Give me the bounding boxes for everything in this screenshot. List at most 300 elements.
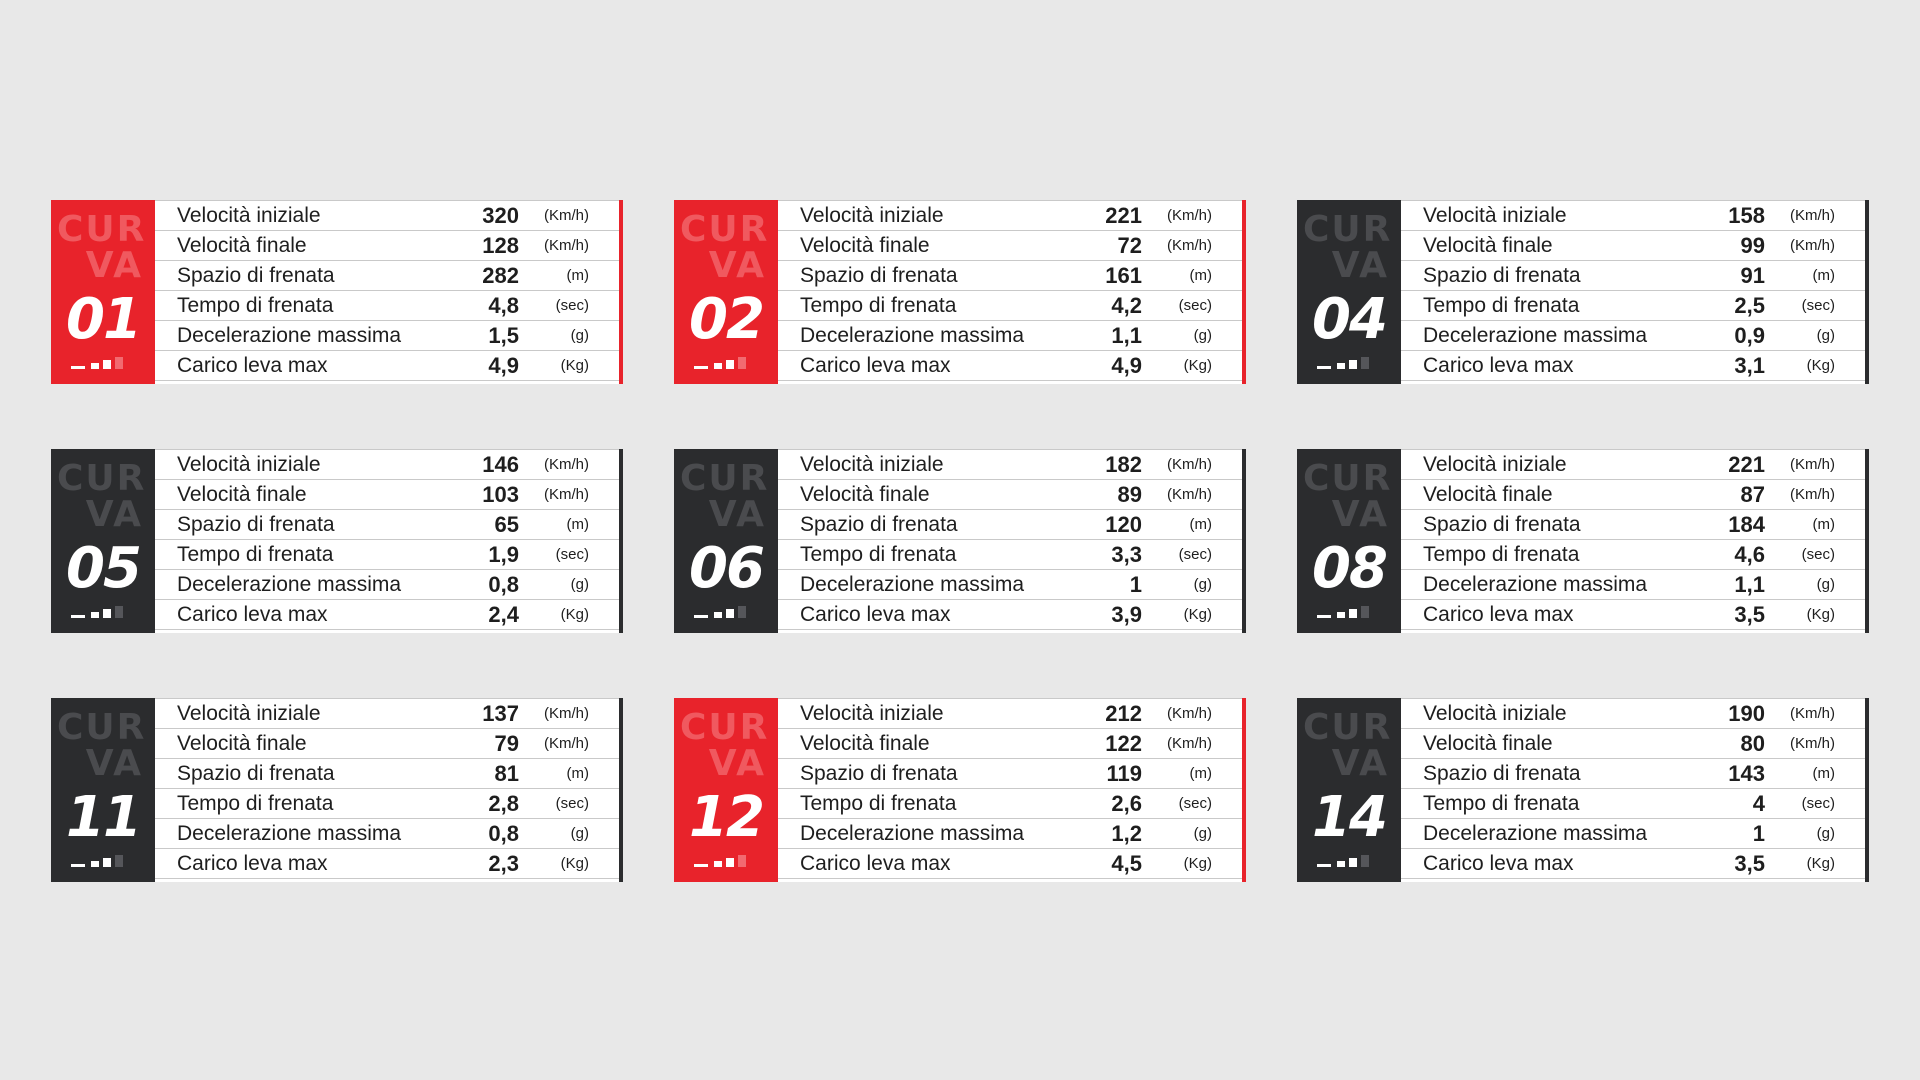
stat-value: 137 bbox=[482, 700, 519, 726]
stat-unit: (Kg) bbox=[560, 606, 589, 623]
curva-card-04 bbox=[1297, 200, 1869, 384]
stat-label: Spazio di frenata bbox=[177, 512, 335, 536]
stats-row bbox=[155, 291, 619, 321]
signal-bar bbox=[694, 615, 708, 618]
stats-row bbox=[155, 200, 619, 231]
stat-value: 72 bbox=[1117, 232, 1142, 258]
stat-value: 3,5 bbox=[1734, 601, 1765, 627]
signal-bars-icon bbox=[1317, 854, 1381, 868]
curva-label-line-1: CUR bbox=[1303, 707, 1393, 748]
stat-unit: (sec) bbox=[555, 546, 589, 563]
signal-bar bbox=[1361, 606, 1369, 618]
stat-unit: (m) bbox=[1189, 516, 1212, 533]
stat-value: 89 bbox=[1117, 481, 1142, 507]
stats-row bbox=[155, 351, 619, 381]
curva-badge bbox=[51, 449, 155, 633]
stat-value: 2,6 bbox=[1111, 790, 1142, 816]
curva-card-02 bbox=[674, 200, 1246, 384]
curva-label bbox=[57, 458, 147, 535]
stats-row bbox=[1401, 200, 1865, 231]
stats-row bbox=[778, 510, 1242, 540]
stat-unit: (Km/h) bbox=[544, 237, 589, 254]
stat-unit: (Kg) bbox=[1806, 606, 1835, 623]
stat-value: 2,4 bbox=[488, 601, 519, 627]
stat-unit: (m) bbox=[1189, 765, 1212, 782]
signal-bar bbox=[738, 357, 746, 369]
stat-label: Velocità finale bbox=[800, 233, 930, 257]
stats-row bbox=[1401, 351, 1865, 381]
stat-label: Decelerazione massima bbox=[1423, 572, 1648, 596]
stat-unit: (Km/h) bbox=[544, 456, 589, 473]
signal-bars-icon bbox=[1317, 356, 1381, 370]
signal-bar bbox=[103, 360, 111, 369]
signal-bar bbox=[726, 360, 734, 369]
stat-value: 212 bbox=[1105, 700, 1142, 726]
curva-label bbox=[1303, 209, 1393, 286]
stat-label: Velocità finale bbox=[1423, 482, 1553, 506]
accent-bar bbox=[1242, 698, 1246, 882]
stat-unit: (g) bbox=[1816, 327, 1835, 344]
stat-label: Velocità iniziale bbox=[1423, 701, 1567, 725]
stats-table bbox=[778, 200, 1242, 384]
stat-label: Spazio di frenata bbox=[1423, 263, 1581, 287]
stat-unit: (Km/h) bbox=[1167, 207, 1212, 224]
signal-bars-icon bbox=[71, 356, 135, 370]
stat-unit: (m) bbox=[1812, 267, 1835, 284]
stat-label: Tempo di frenata bbox=[800, 791, 957, 815]
curva-card-05 bbox=[51, 449, 623, 633]
stats-row bbox=[155, 510, 619, 540]
signal-bar bbox=[1317, 615, 1331, 618]
stat-unit: (Kg) bbox=[1806, 855, 1835, 872]
stat-label: Spazio di frenata bbox=[177, 761, 335, 785]
signal-bar bbox=[91, 612, 99, 618]
curva-card-08 bbox=[1297, 449, 1869, 633]
curva-number: 02 bbox=[689, 287, 763, 352]
stats-row bbox=[1401, 759, 1865, 789]
stat-value: 120 bbox=[1105, 511, 1142, 537]
stat-unit: (Km/h) bbox=[544, 705, 589, 722]
signal-bar bbox=[714, 861, 722, 867]
stat-value: 3,3 bbox=[1111, 541, 1142, 567]
stat-value: 81 bbox=[494, 760, 519, 786]
stats-table bbox=[1401, 449, 1865, 633]
stats-row bbox=[155, 540, 619, 570]
stat-label: Carico leva max bbox=[1423, 353, 1574, 377]
stat-label: Velocità iniziale bbox=[177, 701, 321, 725]
stat-label: Spazio di frenata bbox=[800, 263, 958, 287]
stat-value: 1,1 bbox=[1111, 322, 1142, 348]
stat-value: 1 bbox=[1129, 571, 1142, 597]
signal-bar bbox=[71, 864, 85, 867]
stats-row bbox=[778, 849, 1242, 879]
stat-unit: (Km/h) bbox=[544, 207, 589, 224]
stat-value: 161 bbox=[1105, 262, 1142, 288]
stat-label: Carico leva max bbox=[1423, 851, 1574, 875]
stat-unit: (Kg) bbox=[560, 855, 589, 872]
stat-label: Carico leva max bbox=[177, 353, 328, 377]
stat-label: Velocità iniziale bbox=[800, 203, 944, 227]
stat-label: Tempo di frenata bbox=[1423, 293, 1580, 317]
stat-unit: (sec) bbox=[1801, 546, 1835, 563]
stats-row bbox=[1401, 570, 1865, 600]
stat-label: Decelerazione massima bbox=[800, 323, 1025, 347]
stat-label: Velocità finale bbox=[177, 731, 307, 755]
stat-label: Decelerazione massima bbox=[177, 821, 402, 845]
stat-value: 4,9 bbox=[488, 352, 519, 378]
stat-unit: (g) bbox=[1816, 576, 1835, 593]
stat-label: Tempo di frenata bbox=[800, 293, 957, 317]
accent-bar bbox=[619, 449, 623, 633]
curva-number: 06 bbox=[689, 536, 763, 601]
curva-badge bbox=[51, 200, 155, 384]
stat-value: 4,8 bbox=[488, 292, 519, 318]
stats-row bbox=[155, 759, 619, 789]
stat-unit: (g) bbox=[1816, 825, 1835, 842]
stat-label: Decelerazione massima bbox=[800, 572, 1025, 596]
stat-value: 3,9 bbox=[1111, 601, 1142, 627]
accent-bar bbox=[1865, 698, 1869, 882]
stat-unit: (Km/h) bbox=[544, 735, 589, 752]
stat-unit: (sec) bbox=[555, 795, 589, 812]
stat-unit: (Kg) bbox=[1183, 357, 1212, 374]
stats-row bbox=[778, 819, 1242, 849]
stats-row bbox=[1401, 819, 1865, 849]
signal-bar bbox=[1349, 858, 1357, 867]
stat-value: 221 bbox=[1105, 202, 1142, 228]
stat-label: Spazio di frenata bbox=[1423, 761, 1581, 785]
stat-value: 99 bbox=[1740, 232, 1765, 258]
stat-unit: (g) bbox=[570, 576, 589, 593]
stat-label: Decelerazione massima bbox=[1423, 323, 1648, 347]
stat-unit: (Km/h) bbox=[1167, 237, 1212, 254]
stat-label: Tempo di frenata bbox=[177, 542, 334, 566]
signal-bar bbox=[726, 609, 734, 618]
signal-bar bbox=[91, 861, 99, 867]
stat-value: 1,1 bbox=[1734, 571, 1765, 597]
stats-row bbox=[155, 570, 619, 600]
signal-bar bbox=[115, 855, 123, 867]
curva-label-line-2: VA bbox=[1331, 494, 1389, 535]
stat-label: Velocità finale bbox=[177, 482, 307, 506]
stat-unit: (Km/h) bbox=[1790, 207, 1835, 224]
stats-row bbox=[778, 449, 1242, 480]
stats-row bbox=[1401, 698, 1865, 729]
signal-bar bbox=[1317, 366, 1331, 369]
stat-label: Decelerazione massima bbox=[177, 572, 402, 596]
stats-row bbox=[778, 540, 1242, 570]
signal-bar bbox=[1337, 363, 1345, 369]
curva-badge bbox=[1297, 449, 1401, 633]
stats-row bbox=[1401, 849, 1865, 879]
curva-card-01 bbox=[51, 200, 623, 384]
curva-label bbox=[1303, 707, 1393, 784]
stat-value: 1,9 bbox=[488, 541, 519, 567]
stats-row bbox=[155, 849, 619, 879]
stats-row bbox=[1401, 321, 1865, 351]
curva-label-line-2: VA bbox=[1331, 743, 1389, 784]
stat-label: Tempo di frenata bbox=[1423, 791, 1580, 815]
signal-bar bbox=[694, 864, 708, 867]
stat-value: 2,5 bbox=[1734, 292, 1765, 318]
stats-row bbox=[778, 291, 1242, 321]
stats-row bbox=[155, 789, 619, 819]
stat-value: 4 bbox=[1752, 790, 1765, 816]
stats-row bbox=[155, 729, 619, 759]
signal-bar bbox=[1337, 612, 1345, 618]
stat-label: Velocità finale bbox=[800, 482, 930, 506]
stats-row bbox=[778, 570, 1242, 600]
stat-unit: (Km/h) bbox=[1167, 735, 1212, 752]
curva-label bbox=[1303, 458, 1393, 535]
stats-row bbox=[778, 698, 1242, 729]
curva-label-line-2: VA bbox=[85, 743, 143, 784]
signal-bar bbox=[103, 609, 111, 618]
curva-label bbox=[680, 209, 770, 286]
stat-unit: (Km/h) bbox=[1790, 237, 1835, 254]
stats-row bbox=[1401, 449, 1865, 480]
stat-label: Velocità iniziale bbox=[1423, 452, 1567, 476]
stat-unit: (m) bbox=[1189, 267, 1212, 284]
stat-label: Velocità iniziale bbox=[177, 203, 321, 227]
stats-row bbox=[1401, 510, 1865, 540]
stats-row bbox=[778, 200, 1242, 231]
stat-label: Spazio di frenata bbox=[800, 512, 958, 536]
signal-bar bbox=[1349, 609, 1357, 618]
stat-unit: (m) bbox=[1812, 516, 1835, 533]
curva-label-line-2: VA bbox=[708, 494, 766, 535]
curva-number: 14 bbox=[1312, 785, 1386, 850]
stat-unit: (sec) bbox=[1801, 795, 1835, 812]
stat-label: Tempo di frenata bbox=[177, 791, 334, 815]
curva-badge bbox=[1297, 200, 1401, 384]
curva-label-line-1: CUR bbox=[1303, 209, 1393, 250]
stat-value: 80 bbox=[1740, 730, 1765, 756]
stat-unit: (Km/h) bbox=[544, 486, 589, 503]
curva-label-line-1: CUR bbox=[57, 707, 147, 748]
stat-unit: (Km/h) bbox=[1790, 456, 1835, 473]
stats-table bbox=[778, 698, 1242, 882]
curva-badge bbox=[51, 698, 155, 882]
stat-value: 146 bbox=[482, 451, 519, 477]
signal-bar bbox=[726, 858, 734, 867]
stats-row bbox=[1401, 540, 1865, 570]
stats-row bbox=[155, 600, 619, 630]
stat-unit: (g) bbox=[570, 825, 589, 842]
stats-row bbox=[1401, 729, 1865, 759]
stats-row bbox=[778, 789, 1242, 819]
stats-row bbox=[1401, 600, 1865, 630]
stats-row bbox=[778, 759, 1242, 789]
stat-label: Decelerazione massima bbox=[177, 323, 402, 347]
signal-bars-icon bbox=[694, 854, 758, 868]
stats-row bbox=[1401, 480, 1865, 510]
stat-value: 79 bbox=[494, 730, 519, 756]
stat-unit: (Kg) bbox=[1806, 357, 1835, 374]
accent-bar bbox=[1865, 449, 1869, 633]
stat-unit: (sec) bbox=[1801, 297, 1835, 314]
signal-bar bbox=[103, 858, 111, 867]
stat-label: Velocità finale bbox=[1423, 731, 1553, 755]
signal-bar bbox=[694, 366, 708, 369]
stat-unit: (sec) bbox=[1178, 546, 1212, 563]
stats-table bbox=[155, 449, 619, 633]
stat-label: Tempo di frenata bbox=[1423, 542, 1580, 566]
signal-bar bbox=[738, 855, 746, 867]
stat-unit: (Km/h) bbox=[1167, 456, 1212, 473]
stats-table bbox=[155, 698, 619, 882]
stat-label: Tempo di frenata bbox=[177, 293, 334, 317]
stat-unit: (sec) bbox=[555, 297, 589, 314]
curva-label-line-2: VA bbox=[708, 245, 766, 286]
stats-table bbox=[778, 449, 1242, 633]
stats-row bbox=[778, 231, 1242, 261]
stat-value: 320 bbox=[482, 202, 519, 228]
stats-row bbox=[778, 480, 1242, 510]
stat-unit: (m) bbox=[566, 765, 589, 782]
stat-value: 190 bbox=[1728, 700, 1765, 726]
signal-bar bbox=[714, 363, 722, 369]
stat-label: Carico leva max bbox=[800, 851, 951, 875]
curva-label bbox=[680, 458, 770, 535]
curva-card-14 bbox=[1297, 698, 1869, 882]
stat-label: Spazio di frenata bbox=[177, 263, 335, 287]
stat-label: Velocità iniziale bbox=[800, 701, 944, 725]
accent-bar bbox=[1242, 200, 1246, 384]
stats-row bbox=[778, 321, 1242, 351]
signal-bars-icon bbox=[1317, 605, 1381, 619]
stats-table bbox=[155, 200, 619, 384]
signal-bar bbox=[1317, 864, 1331, 867]
stat-unit: (Km/h) bbox=[1167, 705, 1212, 722]
stat-unit: (Kg) bbox=[560, 357, 589, 374]
stat-value: 103 bbox=[482, 481, 519, 507]
stats-row bbox=[155, 261, 619, 291]
curva-label-line-1: CUR bbox=[57, 209, 147, 250]
curva-number: 01 bbox=[66, 287, 140, 352]
curva-label-line-2: VA bbox=[85, 494, 143, 535]
stat-value: 182 bbox=[1105, 451, 1142, 477]
stats-table bbox=[1401, 200, 1865, 384]
stat-unit: (sec) bbox=[1178, 297, 1212, 314]
curva-badge bbox=[674, 200, 778, 384]
curva-card-11 bbox=[51, 698, 623, 882]
stat-value: 143 bbox=[1728, 760, 1765, 786]
stats-row bbox=[1401, 231, 1865, 261]
curva-number: 05 bbox=[66, 536, 140, 601]
stat-value: 0,8 bbox=[488, 820, 519, 846]
curva-label-line-1: CUR bbox=[680, 707, 770, 748]
stat-label: Spazio di frenata bbox=[1423, 512, 1581, 536]
curva-label-line-1: CUR bbox=[57, 458, 147, 499]
stat-label: Carico leva max bbox=[800, 353, 951, 377]
stat-value: 4,9 bbox=[1111, 352, 1142, 378]
stat-label: Velocità finale bbox=[800, 731, 930, 755]
stat-unit: (Kg) bbox=[1183, 606, 1212, 623]
curva-label-line-1: CUR bbox=[1303, 458, 1393, 499]
stat-value: 158 bbox=[1728, 202, 1765, 228]
stat-unit: (Km/h) bbox=[1167, 486, 1212, 503]
stat-label: Velocità finale bbox=[177, 233, 307, 257]
stat-value: 4,5 bbox=[1111, 850, 1142, 876]
curva-label-line-2: VA bbox=[85, 245, 143, 286]
stat-value: 221 bbox=[1728, 451, 1765, 477]
stat-value: 2,3 bbox=[488, 850, 519, 876]
signal-bars-icon bbox=[694, 605, 758, 619]
stat-unit: (m) bbox=[566, 516, 589, 533]
stat-label: Tempo di frenata bbox=[800, 542, 957, 566]
curva-number: 12 bbox=[689, 785, 763, 850]
signal-bars-icon bbox=[71, 854, 135, 868]
curva-label-line-2: VA bbox=[1331, 245, 1389, 286]
stat-unit: (Km/h) bbox=[1790, 705, 1835, 722]
signal-bar bbox=[1337, 861, 1345, 867]
signal-bar bbox=[1349, 360, 1357, 369]
signal-bar bbox=[1361, 357, 1369, 369]
signal-bar bbox=[71, 366, 85, 369]
curva-badge bbox=[674, 449, 778, 633]
stat-unit: (Km/h) bbox=[1790, 486, 1835, 503]
stats-row bbox=[778, 729, 1242, 759]
curva-number: 08 bbox=[1312, 536, 1386, 601]
stat-value: 184 bbox=[1728, 511, 1765, 537]
accent-bar bbox=[1865, 200, 1869, 384]
signal-bar bbox=[738, 606, 746, 618]
stat-value: 128 bbox=[482, 232, 519, 258]
stat-label: Velocità iniziale bbox=[1423, 203, 1567, 227]
stat-label: Decelerazione massima bbox=[1423, 821, 1648, 845]
stat-unit: (g) bbox=[570, 327, 589, 344]
stat-label: Spazio di frenata bbox=[800, 761, 958, 785]
signal-bar bbox=[115, 606, 123, 618]
signal-bar bbox=[1361, 855, 1369, 867]
stat-value: 1 bbox=[1752, 820, 1765, 846]
stat-value: 282 bbox=[482, 262, 519, 288]
stat-value: 4,2 bbox=[1111, 292, 1142, 318]
signal-bar bbox=[71, 615, 85, 618]
stat-label: Carico leva max bbox=[800, 602, 951, 626]
curva-card-12 bbox=[674, 698, 1246, 882]
signal-bar bbox=[115, 357, 123, 369]
stats-table bbox=[1401, 698, 1865, 882]
stat-value: 91 bbox=[1740, 262, 1765, 288]
curva-label bbox=[57, 209, 147, 286]
stats-row bbox=[155, 231, 619, 261]
curva-label bbox=[57, 707, 147, 784]
curva-card-06 bbox=[674, 449, 1246, 633]
stat-value: 4,6 bbox=[1734, 541, 1765, 567]
stats-row bbox=[778, 261, 1242, 291]
curva-badge bbox=[1297, 698, 1401, 882]
signal-bars-icon bbox=[694, 356, 758, 370]
stat-unit: (Kg) bbox=[1183, 855, 1212, 872]
stat-value: 119 bbox=[1106, 760, 1142, 786]
stat-value: 0,8 bbox=[488, 571, 519, 597]
stat-label: Carico leva max bbox=[177, 851, 328, 875]
stats-row bbox=[155, 449, 619, 480]
stat-unit: (Km/h) bbox=[1790, 735, 1835, 752]
accent-bar bbox=[1242, 449, 1246, 633]
signal-bar bbox=[91, 363, 99, 369]
curva-label-line-1: CUR bbox=[680, 209, 770, 250]
stat-value: 2,8 bbox=[488, 790, 519, 816]
stat-label: Decelerazione massima bbox=[800, 821, 1025, 845]
stat-value: 0,9 bbox=[1734, 322, 1765, 348]
stats-row bbox=[778, 600, 1242, 630]
stats-row bbox=[1401, 789, 1865, 819]
stats-row bbox=[155, 819, 619, 849]
stat-label: Velocità iniziale bbox=[800, 452, 944, 476]
